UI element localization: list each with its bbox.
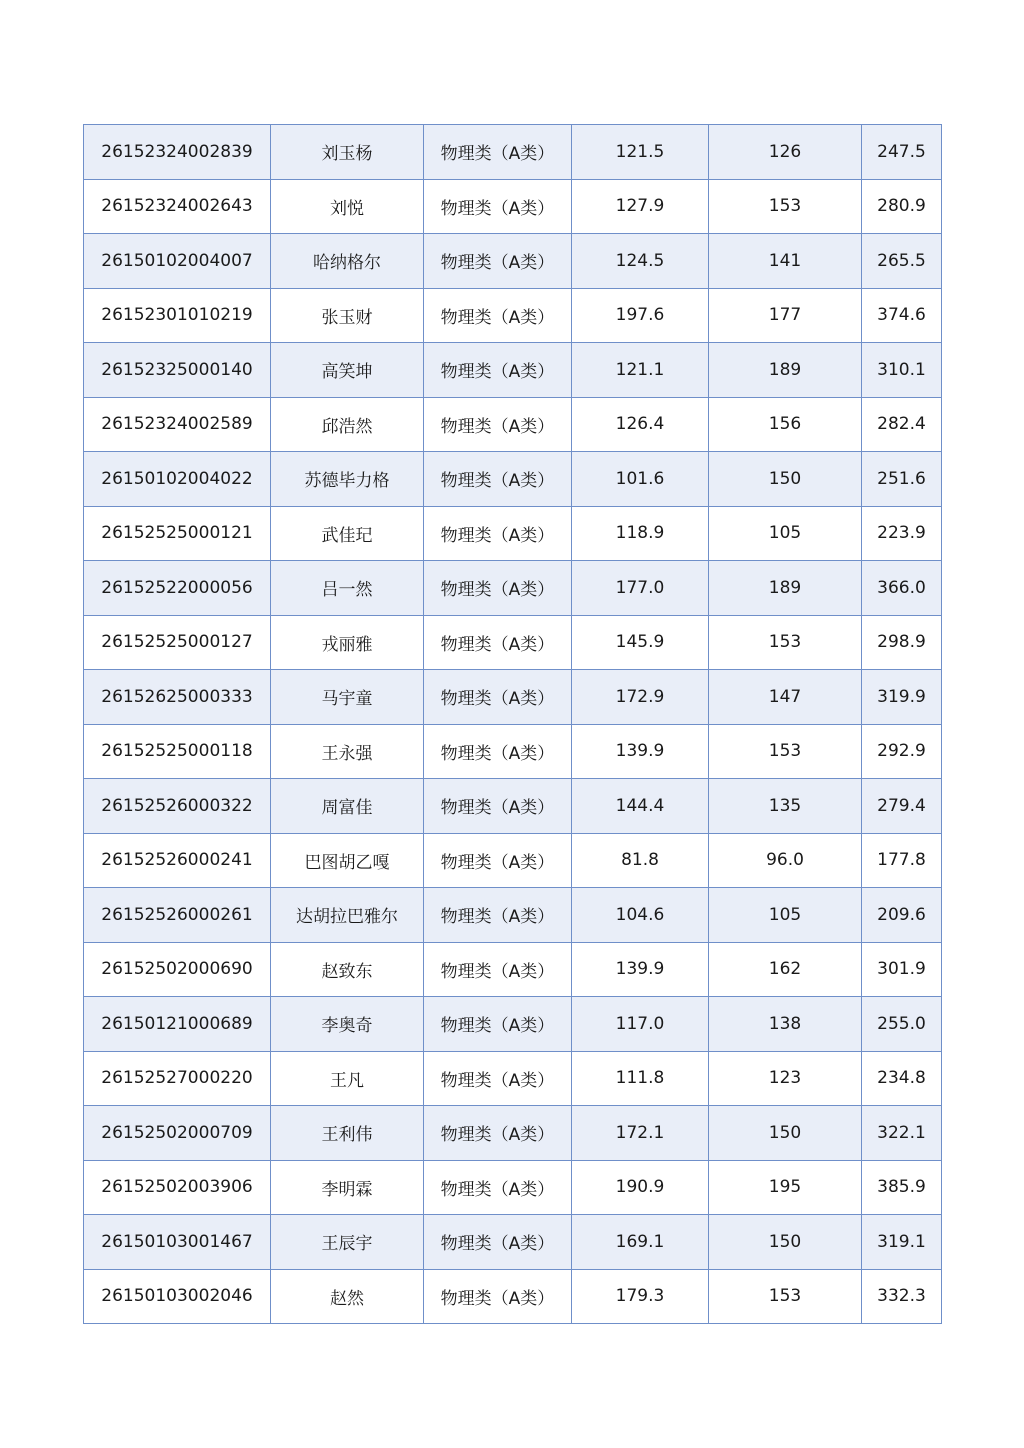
score-1-cell: 190.9 <box>572 1160 709 1215</box>
total-score-cell: 209.6 <box>862 888 942 943</box>
total-score-cell: 301.9 <box>862 942 942 997</box>
table-row <box>84 1160 942 1215</box>
candidate-id-cell: 26152502003906 <box>84 1160 271 1215</box>
subject-category-cell: 物理类（A类） <box>424 1051 572 1106</box>
score-1-cell: 118.9 <box>572 506 709 561</box>
candidate-id-cell: 26152525000127 <box>84 615 271 670</box>
table-row <box>84 779 942 834</box>
table-row <box>84 179 942 234</box>
candidate-name-cell: 赵然 <box>271 1269 424 1324</box>
total-score-cell: 319.9 <box>862 670 942 725</box>
total-score-cell: 265.5 <box>862 234 942 289</box>
table-row <box>84 1106 942 1161</box>
score-1-cell: 121.1 <box>572 343 709 398</box>
score-2-cell: 195 <box>709 1160 862 1215</box>
score-1-cell: 111.8 <box>572 1051 709 1106</box>
score-2-cell: 147 <box>709 670 862 725</box>
candidate-name-cell: 刘玉杨 <box>271 125 424 180</box>
candidate-id-cell: 26152502000690 <box>84 942 271 997</box>
table-row <box>84 561 942 616</box>
candidate-name-cell: 王凡 <box>271 1051 424 1106</box>
score-table-body <box>84 125 942 1324</box>
candidate-name-cell: 马宇童 <box>271 670 424 725</box>
subject-category-cell: 物理类（A类） <box>424 1160 572 1215</box>
total-score-cell: 177.8 <box>862 833 942 888</box>
score-1-cell: 179.3 <box>572 1269 709 1324</box>
total-score-cell: 374.6 <box>862 288 942 343</box>
subject-category-cell: 物理类（A类） <box>424 288 572 343</box>
candidate-name-cell: 周富佳 <box>271 779 424 834</box>
total-score-cell: 223.9 <box>862 506 942 561</box>
candidate-name-cell: 王利伟 <box>271 1106 424 1161</box>
candidate-name-cell: 吕一然 <box>271 561 424 616</box>
candidate-name-cell: 邱浩然 <box>271 397 424 452</box>
subject-category-cell: 物理类（A类） <box>424 397 572 452</box>
score-1-cell: 81.8 <box>572 833 709 888</box>
candidate-id-cell: 26152526000322 <box>84 779 271 834</box>
candidate-id-cell: 26152324002643 <box>84 179 271 234</box>
score-1-cell: 145.9 <box>572 615 709 670</box>
candidate-id-cell: 26152525000121 <box>84 506 271 561</box>
table-row <box>84 506 942 561</box>
score-2-cell: 123 <box>709 1051 862 1106</box>
score-2-cell: 153 <box>709 724 862 779</box>
total-score-cell: 319.1 <box>862 1215 942 1270</box>
score-1-cell: 117.0 <box>572 997 709 1052</box>
total-score-cell: 255.0 <box>862 997 942 1052</box>
score-1-cell: 101.6 <box>572 452 709 507</box>
candidate-id-cell: 26152526000241 <box>84 833 271 888</box>
total-score-cell: 247.5 <box>862 125 942 180</box>
score-1-cell: 177.0 <box>572 561 709 616</box>
subject-category-cell: 物理类（A类） <box>424 1106 572 1161</box>
score-1-cell: 139.9 <box>572 942 709 997</box>
candidate-id-cell: 26150103001467 <box>84 1215 271 1270</box>
score-1-cell: 169.1 <box>572 1215 709 1270</box>
candidate-name-cell: 刘悦 <box>271 179 424 234</box>
table-row <box>84 343 942 398</box>
subject-category-cell: 物理类（A类） <box>424 942 572 997</box>
candidate-id-cell: 26152625000333 <box>84 670 271 725</box>
subject-category-cell: 物理类（A类） <box>424 234 572 289</box>
score-2-cell: 150 <box>709 1215 862 1270</box>
score-2-cell: 156 <box>709 397 862 452</box>
score-1-cell: 172.1 <box>572 1106 709 1161</box>
score-1-cell: 139.9 <box>572 724 709 779</box>
total-score-cell: 298.9 <box>862 615 942 670</box>
candidate-name-cell: 达胡拉巴雅尔 <box>271 888 424 943</box>
score-1-cell: 104.6 <box>572 888 709 943</box>
score-2-cell: 105 <box>709 888 862 943</box>
candidate-id-cell: 26152502000709 <box>84 1106 271 1161</box>
candidate-name-cell: 高笑坤 <box>271 343 424 398</box>
total-score-cell: 280.9 <box>862 179 942 234</box>
subject-category-cell: 物理类（A类） <box>424 888 572 943</box>
subject-category-cell: 物理类（A类） <box>424 779 572 834</box>
candidate-id-cell: 26150102004022 <box>84 452 271 507</box>
score-2-cell: 153 <box>709 179 862 234</box>
table-row <box>84 833 942 888</box>
total-score-cell: 251.6 <box>862 452 942 507</box>
candidate-id-cell: 26152324002839 <box>84 125 271 180</box>
score-1-cell: 144.4 <box>572 779 709 834</box>
subject-category-cell: 物理类（A类） <box>424 125 572 180</box>
score-2-cell: 105 <box>709 506 862 561</box>
table-row <box>84 288 942 343</box>
candidate-id-cell: 26150103002046 <box>84 1269 271 1324</box>
score-table <box>83 124 942 1324</box>
score-2-cell: 126 <box>709 125 862 180</box>
total-score-cell: 385.9 <box>862 1160 942 1215</box>
candidate-name-cell: 苏德毕力格 <box>271 452 424 507</box>
score-2-cell: 153 <box>709 615 862 670</box>
total-score-cell: 322.1 <box>862 1106 942 1161</box>
table-row <box>84 724 942 779</box>
candidate-id-cell: 26150121000689 <box>84 997 271 1052</box>
subject-category-cell: 物理类（A类） <box>424 561 572 616</box>
table-row <box>84 1269 942 1324</box>
subject-category-cell: 物理类（A类） <box>424 997 572 1052</box>
candidate-id-cell: 26152527000220 <box>84 1051 271 1106</box>
candidate-id-cell: 26152301010219 <box>84 288 271 343</box>
table-row <box>84 452 942 507</box>
subject-category-cell: 物理类（A类） <box>424 179 572 234</box>
candidate-id-cell: 26152526000261 <box>84 888 271 943</box>
score-2-cell: 138 <box>709 997 862 1052</box>
table-row <box>84 888 942 943</box>
total-score-cell: 310.1 <box>862 343 942 398</box>
table-row <box>84 1215 942 1270</box>
table-row <box>84 397 942 452</box>
table-row <box>84 234 942 289</box>
score-2-cell: 189 <box>709 343 862 398</box>
score-1-cell: 124.5 <box>572 234 709 289</box>
score-2-cell: 150 <box>709 452 862 507</box>
candidate-name-cell: 李奥奇 <box>271 997 424 1052</box>
score-1-cell: 121.5 <box>572 125 709 180</box>
candidate-name-cell: 巴图胡乙嘎 <box>271 833 424 888</box>
score-2-cell: 150 <box>709 1106 862 1161</box>
table-row <box>84 942 942 997</box>
total-score-cell: 282.4 <box>862 397 942 452</box>
score-1-cell: 172.9 <box>572 670 709 725</box>
candidate-id-cell: 26152324002589 <box>84 397 271 452</box>
table-row <box>84 125 942 180</box>
table-row <box>84 997 942 1052</box>
candidate-name-cell: 李明霖 <box>271 1160 424 1215</box>
score-2-cell: 162 <box>709 942 862 997</box>
table-row <box>84 670 942 725</box>
score-2-cell: 135 <box>709 779 862 834</box>
subject-category-cell: 物理类（A类） <box>424 724 572 779</box>
candidate-name-cell: 武佳玘 <box>271 506 424 561</box>
score-2-cell: 189 <box>709 561 862 616</box>
table-row <box>84 615 942 670</box>
candidate-name-cell: 戎丽雅 <box>271 615 424 670</box>
total-score-cell: 234.8 <box>862 1051 942 1106</box>
subject-category-cell: 物理类（A类） <box>424 833 572 888</box>
score-2-cell: 96.0 <box>709 833 862 888</box>
subject-category-cell: 物理类（A类） <box>424 670 572 725</box>
subject-category-cell: 物理类（A类） <box>424 452 572 507</box>
total-score-cell: 332.3 <box>862 1269 942 1324</box>
subject-category-cell: 物理类（A类） <box>424 1269 572 1324</box>
candidate-id-cell: 26152325000140 <box>84 343 271 398</box>
total-score-cell: 292.9 <box>862 724 942 779</box>
candidate-name-cell: 哈纳格尔 <box>271 234 424 289</box>
subject-category-cell: 物理类（A类） <box>424 615 572 670</box>
score-1-cell: 127.9 <box>572 179 709 234</box>
candidate-id-cell: 26152522000056 <box>84 561 271 616</box>
score-2-cell: 177 <box>709 288 862 343</box>
subject-category-cell: 物理类（A类） <box>424 1215 572 1270</box>
subject-category-cell: 物理类（A类） <box>424 506 572 561</box>
total-score-cell: 279.4 <box>862 779 942 834</box>
subject-category-cell: 物理类（A类） <box>424 343 572 398</box>
candidate-name-cell: 王辰宇 <box>271 1215 424 1270</box>
candidate-name-cell: 王永强 <box>271 724 424 779</box>
score-1-cell: 197.6 <box>572 288 709 343</box>
candidate-name-cell: 张玉财 <box>271 288 424 343</box>
score-1-cell: 126.4 <box>572 397 709 452</box>
candidate-name-cell: 赵致东 <box>271 942 424 997</box>
score-2-cell: 153 <box>709 1269 862 1324</box>
score-2-cell: 141 <box>709 234 862 289</box>
candidate-id-cell: 26150102004007 <box>84 234 271 289</box>
candidate-id-cell: 26152525000118 <box>84 724 271 779</box>
total-score-cell: 366.0 <box>862 561 942 616</box>
table-row <box>84 1051 942 1106</box>
